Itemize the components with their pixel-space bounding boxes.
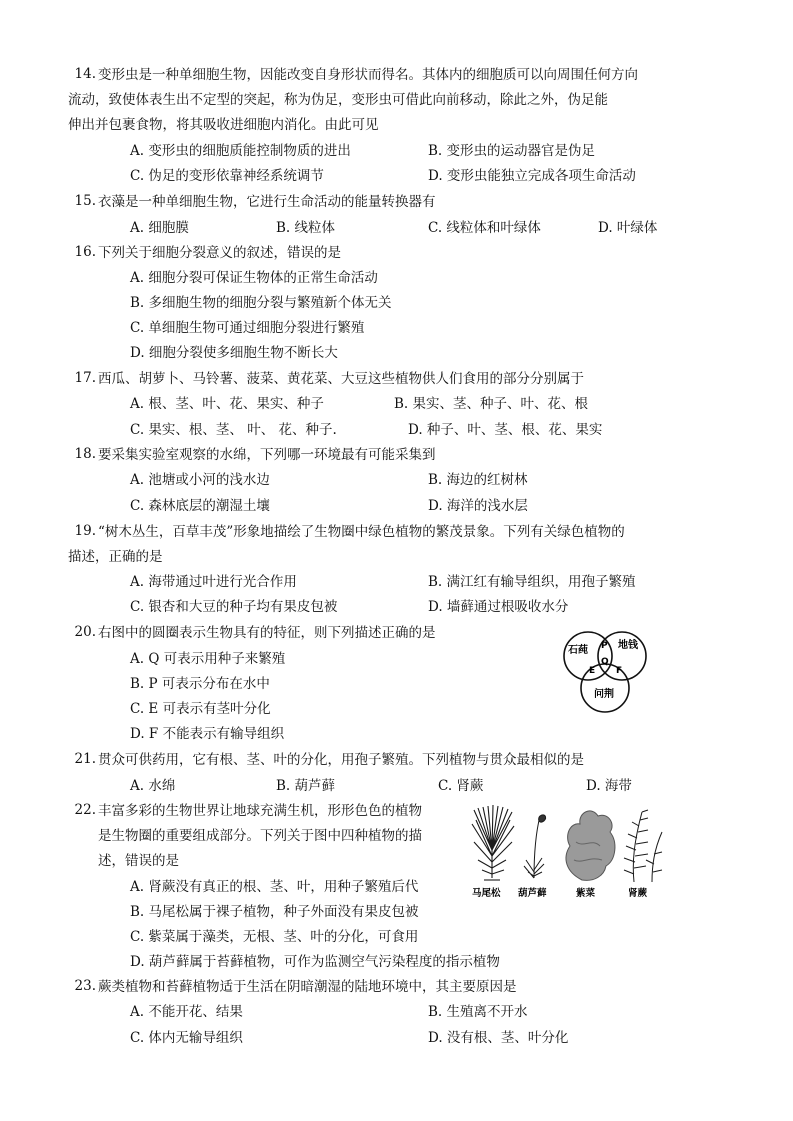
venn-label-bottom: 问荆	[594, 689, 614, 700]
option-a: A. 变形虫的细胞质能控制物质的进出	[130, 143, 351, 159]
question-number: 14.	[74, 66, 96, 82]
option-b: B. 果实、茎、种子、叶、花、根	[394, 396, 589, 412]
funaria-moss-illustration	[524, 815, 546, 878]
question-number: 21.	[74, 751, 96, 767]
option-c: C. 紫菜属于藻类，无根、茎、叶的分化，可食用	[130, 929, 419, 945]
question-text: 下列关于细胞分裂意义的叙述，错误的是	[98, 245, 341, 261]
option-d: D. 墙藓通过根吸收水分	[428, 599, 569, 615]
option-d: D. 葫芦藓属于苔藓植物，可作为监测空气污染程度的指示植物	[130, 954, 500, 970]
option-c: C. E 可表示有茎叶分化	[130, 701, 271, 717]
question-number: 18.	[74, 446, 96, 462]
plant-label-1: 马尾松	[472, 888, 501, 899]
question-text: 述，错误的是	[98, 853, 179, 869]
venn-region-e: E	[589, 666, 596, 676]
question-text: 西瓜、胡萝卜、马铃薯、菠菜、黄花菜、大豆这些植物供人们食用的部分分别属于	[98, 371, 584, 387]
venn-svg	[556, 630, 656, 716]
question-number: 15.	[74, 193, 96, 209]
option-c: C. 银杏和大豆的种子均有果皮包被	[130, 599, 338, 615]
option-b: B. 线粒体	[276, 220, 336, 236]
question-number: 17.	[74, 370, 96, 386]
question-number: 22.	[74, 802, 96, 818]
question-text: 丰富多彩的生物世界让地球充满生机，形形色色的植物	[98, 803, 422, 819]
option-d: D. 细胞分裂使多细胞生物不断长大	[130, 345, 338, 361]
question-text: “树木丛生，百草丰茂”形象地描绘了生物圈中绿色植物的繁茂景象。下列有关绿色植物的	[98, 524, 625, 540]
option-c: C. 果实、根、茎、 叶、 花、种子.	[130, 422, 337, 438]
venn-diagram	[556, 630, 656, 716]
option-a: A. 海带通过叶进行光合作用	[130, 574, 297, 590]
option-a: A. 肾蕨没有真正的根、茎、叶，用种子繁殖后代	[130, 879, 419, 895]
question-text: 蕨类植物和苔藓植物适于生活在阴暗潮湿的陆地环境中，其主要原因是	[98, 979, 517, 995]
option-d: D. 变形虫能独立完成各项生命活动	[428, 168, 636, 184]
question-text: 贯众可供药用，它有根、茎、叶的分化，用孢子繁殖。下列植物与贯众最相似的是	[98, 752, 584, 768]
option-a: A. Q 可表示用种子来繁殖	[130, 651, 286, 667]
question-number: 19.	[74, 523, 96, 539]
question-number: 23.	[74, 978, 96, 994]
option-c: C. 森林底层的潮湿土壤	[130, 498, 270, 514]
plants-svg	[466, 802, 666, 900]
venn-region-f: F	[616, 666, 623, 676]
option-b: B. 满江红有输导组织，用孢子繁殖	[428, 574, 636, 590]
option-b: B. 葫芦藓	[276, 778, 336, 794]
venn-region-q: Q	[601, 657, 609, 667]
plant-label-4: 肾蕨	[628, 888, 648, 899]
option-d: D. F 不能表示有输导组织	[130, 726, 285, 742]
plant-label-3: 紫菜	[576, 888, 596, 899]
laver-illustration	[566, 811, 615, 880]
option-d: D. 没有根、茎、叶分化	[428, 1030, 569, 1046]
question-text: 是生物圈的重要组成部分。下列关于图中四种植物的描	[98, 828, 422, 844]
option-d: D. 海洋的浅水层	[428, 498, 528, 514]
sword-fern-illustration	[624, 810, 662, 882]
question-text: 右图中的圆圈表示生物具有的特征，则下列描述正确的是	[98, 625, 436, 641]
question-text: 要采集实验室观察的水绵，下列哪一环境最有可能采集到	[98, 447, 436, 463]
option-a: A. 细胞膜	[130, 220, 189, 236]
question-text: 描述，正确的是	[68, 549, 163, 565]
option-d: D. 种子、叶、茎、根、花、果实	[408, 422, 603, 438]
plant-label-2: 葫芦藓	[518, 888, 547, 899]
venn-label-left: 石莼	[568, 645, 588, 656]
option-c: C. 线粒体和叶绿体	[428, 220, 541, 236]
option-b: B. 海边的红树林	[428, 472, 528, 488]
question-text: 流动，致使体表生出不定型的突起，称为伪足，变形虫可借此向前移动，除此之外，伪足能	[68, 92, 608, 108]
option-c: C. 伪足的变形依靠神经系统调节	[130, 168, 324, 184]
plants-figure	[466, 802, 666, 900]
option-b: B. 马尾松属于裸子植物，种子外面没有果皮包被	[130, 904, 419, 920]
option-a: A. 水绵	[130, 778, 176, 794]
question-text: 变形虫是一种单细胞生物，因能改变自身形状而得名。其体内的细胞质可以向周围任何方向	[98, 67, 638, 83]
option-c: C. 单细胞生物可通过细胞分裂进行繁殖	[130, 320, 365, 336]
option-c: C. 肾蕨	[438, 778, 484, 794]
option-b: B. 生殖离不开水	[428, 1004, 528, 1020]
question-text: 伸出并包裹食物，将其吸收进细胞内消化。由此可见	[68, 117, 379, 133]
option-b: B. P 可表示分布在水中	[130, 676, 270, 692]
option-c: C. 体内无输导组织	[130, 1030, 243, 1046]
option-b: B. 多细胞生物的细胞分裂与繁殖新个体无关	[130, 295, 392, 311]
option-a: A. 根、茎、叶、花、果实、种子	[130, 396, 324, 412]
question-number: 20.	[74, 624, 96, 640]
horsetail-pine-illustration	[472, 805, 514, 880]
option-a: A. 不能开花、结果	[130, 1004, 243, 1020]
option-b: B. 变形虫的运动器官是伪足	[428, 143, 596, 159]
option-d: D. 叶绿体	[598, 220, 658, 236]
option-a: A. 细胞分裂可保证生物体的正常生命活动	[130, 270, 378, 286]
question-text: 衣藻是一种单细胞生物，它进行生命活动的能量转换器有	[98, 194, 436, 210]
option-a: A. 池塘或小河的浅水边	[130, 472, 270, 488]
option-d: D. 海带	[586, 778, 632, 794]
venn-label-right: 地钱	[618, 640, 638, 651]
venn-region-p: P	[601, 641, 608, 651]
question-number: 16.	[74, 244, 96, 260]
